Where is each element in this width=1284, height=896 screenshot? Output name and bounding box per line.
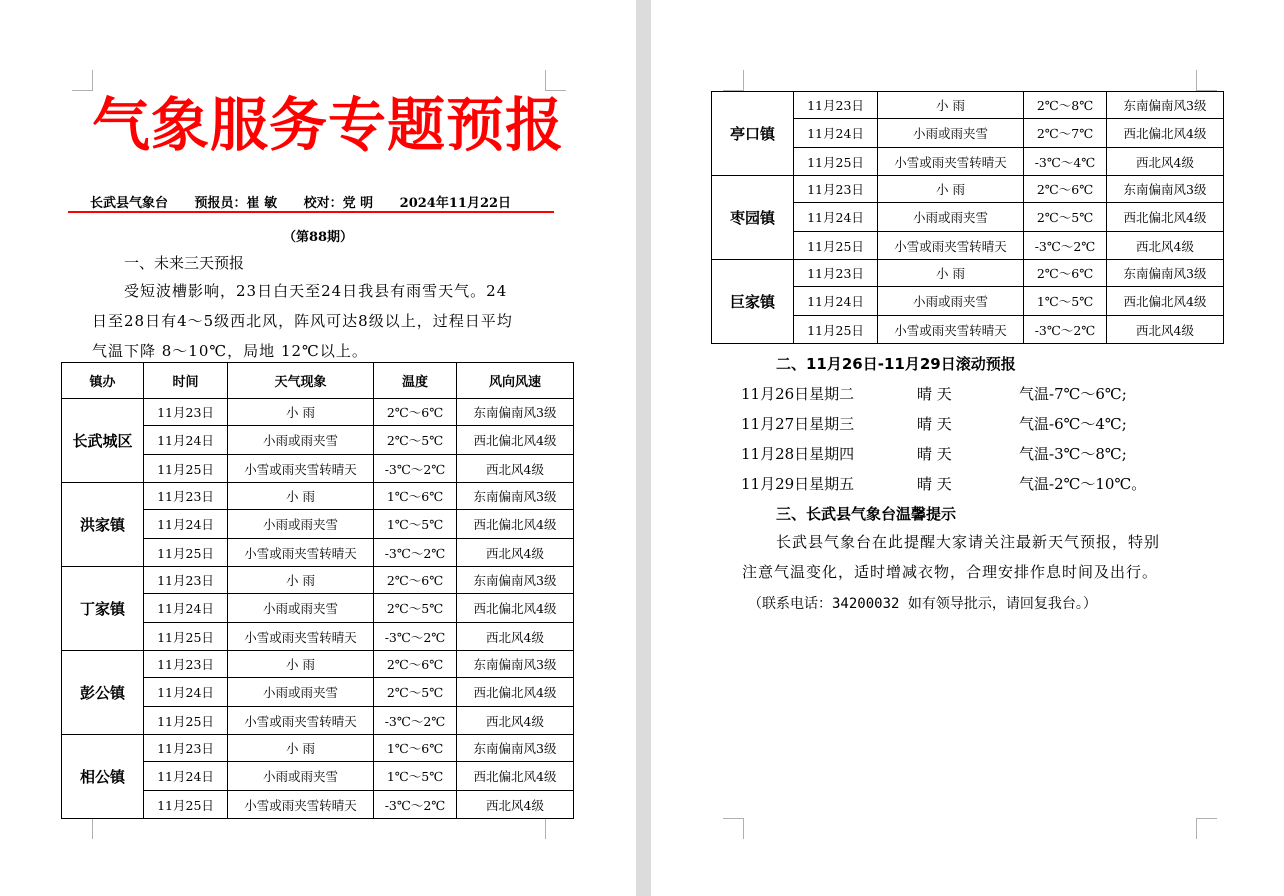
town-name-cell: 彭公镇 (62, 651, 144, 735)
town-name-cell: 长武城区 (62, 399, 144, 483)
town-name-cell: 枣园镇 (712, 176, 794, 260)
temperature-cell: -3℃～2℃ (374, 539, 457, 567)
page-gap (636, 0, 651, 896)
contact-note: （联系电话：34200032 如有领导批示，请回复我台。） (748, 596, 1097, 612)
rolling-weather: 晴 天 (917, 475, 952, 493)
crop-mark (72, 70, 93, 91)
wind-cell: 西北风4级 (457, 455, 574, 483)
table-row (62, 483, 574, 510)
weather-cell: 小 雨 (878, 176, 1024, 203)
section-1-heading: 一、未来三天预报 (124, 254, 245, 272)
forecast-table-continued (711, 91, 1224, 344)
wind-cell: 东南偏南风3级 (1107, 260, 1224, 287)
wind-cell: 东南偏南风3级 (1107, 176, 1224, 203)
weather-cell: 小雪或雨夹雪转晴天 (878, 232, 1024, 260)
weather-cell: 小 雨 (228, 735, 374, 762)
temperature-cell: 2℃～6℃ (374, 399, 457, 426)
temperature-cell: 1℃～5℃ (374, 762, 457, 791)
wind-cell: 西北风4级 (1107, 232, 1224, 260)
date-cell: 11月24日 (794, 119, 878, 148)
crop-mark (72, 818, 93, 839)
date-cell: 11月23日 (794, 176, 878, 203)
rolling-date: 11月28日星期四 (741, 445, 855, 463)
date-cell: 11月25日 (144, 707, 228, 735)
column-header: 天气现象 (228, 363, 374, 399)
table-row (62, 399, 574, 426)
weather-cell: 小雪或雨夹雪转晴天 (228, 455, 374, 483)
rolling-temp: 气温-3℃～8℃; (1019, 445, 1127, 463)
weather-cell: 小雪或雨夹雪转晴天 (228, 707, 374, 735)
issue-number: （第88期） (282, 230, 354, 245)
temperature-cell: 2℃～7℃ (1024, 119, 1107, 148)
wind-cell: 西北偏北风4级 (457, 678, 574, 707)
date-cell: 11月23日 (144, 735, 228, 762)
temperature-cell: 2℃～6℃ (1024, 176, 1107, 203)
temperature-cell: 2℃～6℃ (1024, 260, 1107, 287)
temperature-cell: 1℃～6℃ (374, 483, 457, 510)
date-cell: 11月25日 (794, 316, 878, 344)
rolling-forecast-row (741, 383, 1141, 403)
crop-mark (1196, 818, 1217, 839)
rolling-weather: 晴 天 (917, 385, 952, 403)
date-cell: 11月23日 (144, 483, 228, 510)
weather-cell: 小雪或雨夹雪转晴天 (878, 148, 1024, 176)
body-line: 注意气温变化，适时增减衣物，合理安排作息时间及出行。 (742, 563, 1159, 581)
table-row (712, 92, 1224, 119)
report-title: 气象服务专题预报 (92, 91, 565, 159)
temperature-cell: 2℃～6℃ (374, 651, 457, 678)
weather-cell: 小 雨 (228, 399, 374, 426)
temperature-cell: -3℃～2℃ (374, 791, 457, 819)
body-line: 受短波槽影响，23日白天至24日我县有雨雪天气。24 (124, 282, 508, 300)
date-cell: 11月25日 (144, 623, 228, 651)
wind-cell: 东南偏南风3级 (457, 483, 574, 510)
weather-cell: 小 雨 (878, 260, 1024, 287)
temperature-cell: -3℃～2℃ (374, 707, 457, 735)
column-header: 镇办 (62, 363, 144, 399)
temperature-cell: -3℃～2℃ (374, 623, 457, 651)
date-cell: 11月23日 (794, 92, 878, 119)
weather-cell: 小 雨 (878, 92, 1024, 119)
date-cell: 11月23日 (144, 651, 228, 678)
rolling-temp: 气温-2℃～10℃。 (1019, 475, 1147, 493)
wind-cell: 西北风4级 (457, 791, 574, 819)
town-name-cell: 亭口镇 (712, 92, 794, 176)
weather-cell: 小雨或雨夹雪 (228, 594, 374, 623)
temperature-cell: 2℃～6℃ (374, 567, 457, 594)
wind-cell: 西北风4级 (457, 539, 574, 567)
temperature-cell: -3℃～4℃ (1024, 148, 1107, 176)
date-cell: 11月24日 (144, 510, 228, 539)
wind-cell: 西北风4级 (457, 623, 574, 651)
date-cell: 11月24日 (144, 678, 228, 707)
rolling-date: 11月29日星期五 (741, 475, 855, 493)
temperature-cell: 2℃～5℃ (374, 594, 457, 623)
table-header-row (62, 363, 574, 399)
rolling-date: 11月27日星期三 (741, 415, 855, 433)
column-header: 时间 (144, 363, 228, 399)
rolling-forecast-row (741, 443, 1141, 463)
weather-cell: 小雨或雨夹雪 (228, 678, 374, 707)
table-row (62, 651, 574, 678)
date-cell: 11月24日 (794, 203, 878, 232)
date-cell: 11月25日 (794, 148, 878, 176)
date-cell: 11月24日 (144, 762, 228, 791)
forecast-table (61, 362, 574, 819)
crop-mark (723, 818, 744, 839)
wind-cell: 西北偏北风4级 (1107, 119, 1224, 148)
temperature-cell: -3℃～2℃ (1024, 316, 1107, 344)
section-1-body (92, 276, 513, 366)
rolling-temp: 气温-6℃～4℃; (1019, 415, 1127, 433)
rolling-date: 11月26日星期二 (741, 385, 855, 403)
town-name-cell: 巨家镇 (712, 260, 794, 344)
wind-cell: 东南偏南风3级 (1107, 92, 1224, 119)
date-cell: 11月23日 (144, 567, 228, 594)
temperature-cell: 2℃～5℃ (1024, 203, 1107, 232)
wind-cell: 西北风4级 (1107, 316, 1224, 344)
date-cell: 11月23日 (144, 399, 228, 426)
crop-mark (545, 818, 566, 839)
table-row (62, 567, 574, 594)
weather-cell: 小 雨 (228, 483, 374, 510)
temperature-cell: 2℃～5℃ (374, 426, 457, 455)
date-cell: 11月24日 (144, 594, 228, 623)
temperature-cell: 2℃～5℃ (374, 678, 457, 707)
date-cell: 11月25日 (144, 455, 228, 483)
body-line: 气温下降 8～10℃，局地 12℃以上。 (92, 342, 368, 360)
body-line: 日至28日有4～5级西北风，阵风可达8级以上，过程日平均 (92, 312, 513, 330)
wind-cell: 西北风4级 (1107, 148, 1224, 176)
weather-cell: 小雨或雨夹雪 (878, 287, 1024, 316)
issue-date: 2024年11月22日 (399, 196, 512, 211)
wind-cell: 西北偏北风4级 (457, 510, 574, 539)
wind-cell: 东南偏南风3级 (457, 735, 574, 762)
weather-cell: 小雨或雨夹雪 (228, 762, 374, 791)
temperature-cell: 1℃～5℃ (374, 510, 457, 539)
temperature-cell: -3℃～2℃ (1024, 232, 1107, 260)
weather-cell: 小雪或雨夹雪转晴天 (228, 623, 374, 651)
forecaster: 预报员：崔 敏 (194, 196, 278, 211)
weather-cell: 小雪或雨夹雪转晴天 (228, 791, 374, 819)
weather-cell: 小雪或雨夹雪转晴天 (878, 316, 1024, 344)
date-cell: 11月25日 (794, 232, 878, 260)
weather-cell: 小雨或雨夹雪 (878, 119, 1024, 148)
wind-cell: 西北风4级 (457, 707, 574, 735)
crop-mark (723, 70, 744, 91)
weather-cell: 小 雨 (228, 651, 374, 678)
date-cell: 11月24日 (794, 287, 878, 316)
document-page-1 (0, 0, 636, 896)
temperature-cell: 1℃～5℃ (1024, 287, 1107, 316)
rolling-forecast-row (741, 413, 1141, 433)
town-name-cell: 丁家镇 (62, 567, 144, 651)
wind-cell: 西北偏北风4级 (457, 594, 574, 623)
date-cell: 11月23日 (794, 260, 878, 287)
town-name-cell: 相公镇 (62, 735, 144, 819)
section-3-body (742, 527, 1160, 587)
date-cell: 11月25日 (144, 791, 228, 819)
header-divider (68, 211, 554, 213)
rolling-temp: 气温-7℃～6℃; (1019, 385, 1127, 403)
crop-mark (1196, 70, 1217, 91)
section-3-heading: 三、长武县气象台温馨提示 (776, 505, 957, 523)
table-row (712, 260, 1224, 287)
weather-cell: 小 雨 (228, 567, 374, 594)
rolling-forecast-row (741, 473, 1161, 493)
temperature-cell: 1℃～6℃ (374, 735, 457, 762)
wind-cell: 西北偏北风4级 (457, 426, 574, 455)
issuer-line (90, 192, 560, 211)
rolling-weather: 晴 天 (917, 415, 952, 433)
date-cell: 11月24日 (144, 426, 228, 455)
proofreader: 校对：党 明 (303, 196, 374, 211)
wind-cell: 西北偏北风4级 (1107, 203, 1224, 232)
column-header: 温度 (374, 363, 457, 399)
temperature-cell: -3℃～2℃ (374, 455, 457, 483)
wind-cell: 东南偏南风3级 (457, 399, 574, 426)
wind-cell: 东南偏南风3级 (457, 651, 574, 678)
town-name-cell: 洪家镇 (62, 483, 144, 567)
weather-cell: 小雪或雨夹雪转晴天 (228, 539, 374, 567)
wind-cell: 东南偏南风3级 (457, 567, 574, 594)
section-2-heading: 二、11月26日-11月29日滚动预报 (776, 355, 1016, 373)
table-row (62, 735, 574, 762)
body-line: 长武县气象台在此提醒大家请关注最新天气预报，特别 (776, 533, 1161, 551)
temperature-cell: 2℃～8℃ (1024, 92, 1107, 119)
column-header: 风向风速 (457, 363, 574, 399)
weather-cell: 小雨或雨夹雪 (878, 203, 1024, 232)
weather-cell: 小雨或雨夹雪 (228, 426, 374, 455)
rolling-weather: 晴 天 (917, 445, 952, 463)
wind-cell: 西北偏北风4级 (457, 762, 574, 791)
date-cell: 11月25日 (144, 539, 228, 567)
issuer-name: 长武县气象台 (90, 196, 169, 211)
table-row (712, 176, 1224, 203)
weather-cell: 小雨或雨夹雪 (228, 510, 374, 539)
wind-cell: 西北偏北风4级 (1107, 287, 1224, 316)
